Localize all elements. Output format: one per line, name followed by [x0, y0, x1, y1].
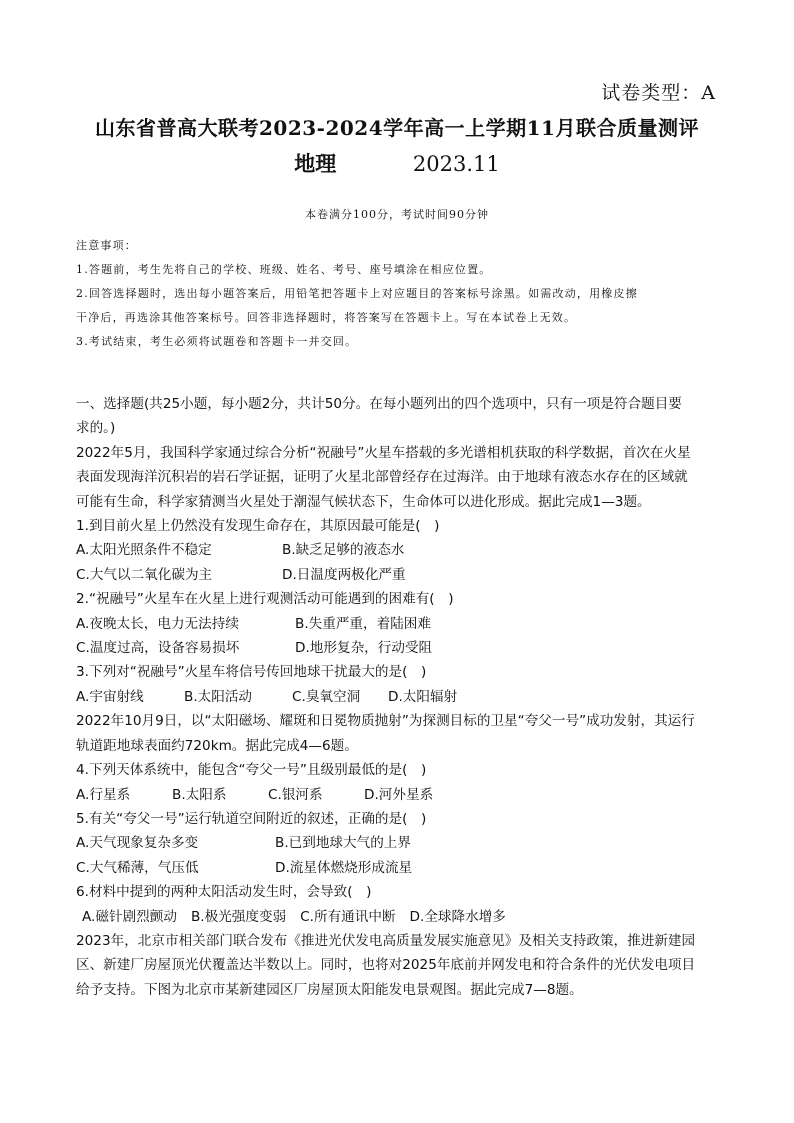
question-stem-1: 1.到目前火星上仍然没有发现生命存在，其原因最可能是( ) — [76, 518, 440, 535]
question-stem-2: 2.“祝融号”火星车在火星上进行观测活动可能遇到的困难有( ) — [76, 591, 454, 608]
option: D.日温度两极化严重 — [282, 566, 406, 583]
option: C.大气以二氧化碳为主 — [76, 566, 213, 583]
subject-row — [0, 148, 794, 178]
notice-block — [76, 234, 726, 354]
notice-item: 1.答题前，考生先将自己的学校、班级、姓名、考号、座号填涂在相应位置。 — [76, 263, 492, 276]
passage-line: 2022年10月9日，以“太阳磁场、耀斑和日冕物质抛射”为探测目标的卫星“夸父一号”成功发射，其运行 — [76, 713, 695, 730]
paper-type-label: 试卷类型：A — [601, 82, 716, 104]
score-time-info: 本卷满分100分，考试时间90分钟 — [305, 208, 489, 221]
option: B.太阳活动 — [184, 688, 253, 705]
question-stem-5: 5.有关“夸父一号”运行轨道空间附近的叙述，正确的是( ) — [76, 810, 427, 827]
option: B.极光强度变弱 — [190, 908, 287, 925]
option: C.银河系 — [268, 786, 323, 803]
option: B.太阳系 — [172, 786, 227, 803]
option: B.失重严重，着陆困难 — [295, 615, 431, 632]
option: D.全球降水增多 — [409, 908, 506, 925]
section-intro: 一、选择题(共25小题，每小题2分，共计50分。在每小题列出的四个选项中，只有一项是符合题目要 — [76, 396, 682, 412]
option: A.磁针剧烈颤动 — [82, 908, 177, 925]
question-options-2 — [76, 612, 721, 636]
option: B.已到地球大气的上界 — [275, 835, 411, 852]
notice-item: 3.考试结束，考生必须将试题卷和答题卡一并交回。 — [76, 335, 358, 348]
passage-line: 2022年5月，我国科学家通过综合分析“祝融号”火星车搭载的多光谱相机获取的科学数据，首次在火星 — [76, 444, 691, 461]
question-stem-3: 3.下列对“祝融号”火星车将信号传回地球干扰最大的是( ) — [76, 664, 427, 681]
question-options-5 — [76, 856, 721, 880]
passage-line: 2023年，北京市相关部门联合发布《推进光伏发电高质量发展实施意见》及相关支持政策，推进新建园 — [76, 932, 696, 949]
option: A.太阳光照条件不稳定 — [76, 542, 212, 559]
question-stem-4: 4.下列天体系统中，能包含“夸父一号”且级别最低的是( ) — [76, 762, 427, 779]
option: C.臭氧空洞 — [292, 688, 361, 705]
question-options-1 — [76, 563, 721, 587]
question-stem-6: 6.材料中提到的两种太阳活动发生时，会导致( ) — [76, 884, 372, 901]
notice-item: 干净后，再选涂其他答案标号。回答非选择题时，将答案写在答题卡上。写在本试卷上无效。 — [76, 311, 577, 324]
option: C.温度过高，设备容易损坏 — [76, 640, 240, 657]
option: D.太阳辐射 — [388, 688, 458, 705]
notice-heading: 注意事项： — [76, 239, 137, 252]
option: B.缺乏足够的液态水 — [282, 542, 405, 559]
question-options-3 — [76, 685, 721, 709]
option: A.宇宙射线 — [76, 688, 144, 705]
exam-title: 山东省普高大联考2023-2024学年高一上学期11月联合质量测评 — [95, 116, 699, 140]
option: C.大气稀薄，气压低 — [76, 859, 199, 876]
question-options-4 — [76, 783, 721, 807]
question-options-1 — [76, 538, 721, 562]
question-options-5 — [76, 831, 721, 855]
passage-line: 轨道距地球表面约720km。据此完成4—6题。 — [76, 737, 358, 754]
question-body — [76, 392, 721, 1002]
option: A.行星系 — [76, 786, 131, 803]
option: D.地形复杂，行动受阻 — [295, 640, 433, 657]
option: D.流星体燃烧形成流星 — [275, 859, 413, 876]
section-intro: 求的。) — [76, 420, 116, 437]
question-options-6 — [76, 905, 721, 929]
passage-line: 区、新建厂房屋顶光伏覆盖达半数以上。同时，也将对2025年底前并网发电和符合条件的光伏发电项目 — [76, 957, 696, 974]
question-options-2 — [76, 636, 721, 660]
passage-line: 给予支持。下图为北京市某新建园区厂房屋顶太阳能发电景观图。据此完成7—8题。 — [76, 981, 583, 998]
option: C.所有通讯中断 — [300, 908, 396, 925]
option: A.夜晚太长，电力无法持续 — [76, 615, 239, 632]
passage-line: 可能有生命，科学家猜测当火星处于潮湿气候状态下，生命体可以进化形成。据此完成1—3题。 — [76, 493, 651, 510]
option: A.天气现象复杂多变 — [76, 835, 199, 852]
subject-name: 地理 — [294, 151, 337, 176]
option: D.河外星系 — [364, 786, 434, 803]
exam-date: 2023.11 — [412, 152, 500, 176]
notice-item: 2.回答选择题时，选出每小题答案后，用铅笔把答题卡上对应题目的答案标号涂黑。如需改动，用橡皮擦 — [76, 287, 638, 300]
passage-line: 表面发现海洋沉积岩的岩石学证据，证明了火星北部曾经存在过海洋。由于地球有液态水存在的区域就 — [76, 469, 688, 486]
